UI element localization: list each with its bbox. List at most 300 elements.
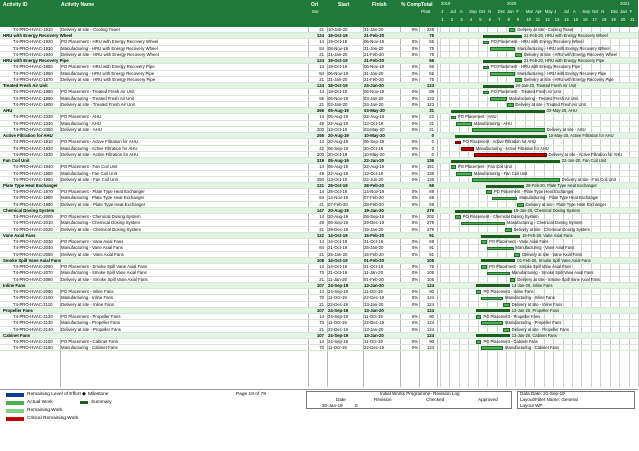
critical-activity-bar[interactable] <box>474 153 547 157</box>
summary-bar[interactable] <box>486 185 524 188</box>
revision-date-value: 30-Jan-19 <box>322 403 343 408</box>
total-float: 279 <box>426 207 434 213</box>
activity-id: T4-PRO-HVAC-2050 <box>13 251 53 257</box>
summary-bar[interactable] <box>483 35 522 38</box>
percent-complete: 0% <box>411 151 418 157</box>
activity-name: Manufacturing - Chemical Dosing System <box>61 220 141 226</box>
start-date: 14-Oct-19 <box>328 264 348 270</box>
start-date: 31-Oct-19 <box>328 245 348 251</box>
finish-date: 22-Jun-20 <box>364 158 385 164</box>
total-float: 124 <box>426 307 434 313</box>
percent-complete: 0% <box>411 239 418 245</box>
activity-id: T4-PRO-HVAC-1920 <box>13 145 53 151</box>
start-date: 22-Dec-19 <box>328 326 349 332</box>
start-date: 25-Jan-20 <box>328 251 348 257</box>
start-date: 11-Oct-19 <box>328 295 347 301</box>
period-number: 4 <box>469 17 473 22</box>
activity-bar[interactable] <box>503 328 510 332</box>
bar-label: 13-Jan-20, Inline Fans <box>511 282 553 288</box>
activity-id: T4-PRO-HVAC-2110 <box>13 301 53 307</box>
actual-work-swatch <box>6 401 24 405</box>
activity-bar[interactable] <box>483 91 489 95</box>
month-label: Dec <box>497 9 506 14</box>
activity-bar[interactable] <box>487 272 510 276</box>
bar-label: Delivery at site - Treated Fresh Air Unit <box>515 101 586 107</box>
percent-complete: 0% <box>411 345 418 351</box>
activity-bar[interactable] <box>481 321 503 325</box>
month-label: Dec <box>610 9 619 14</box>
total-float: 89 <box>429 89 434 95</box>
activity-name: Manufacturing - Fan Coil Unit <box>61 170 117 176</box>
activity-name: Delivery at site - Active Filtration for AHU <box>61 151 139 157</box>
total-float: 76 <box>429 264 434 270</box>
year-label: 2021 <box>620 1 630 6</box>
bar-label: Manufacturing - Active Filtration for AHU <box>475 145 549 151</box>
activity-row[interactable] <box>0 345 638 351</box>
finish-date: 21-Feb-20 <box>364 58 385 64</box>
col-header-orig-dur[interactable]: Orl <box>311 2 319 8</box>
bar-label: PO Placement - Inline Fans <box>483 289 534 295</box>
activity-name: PO Placement - HRU with Energy Recovery Pipe <box>61 64 155 70</box>
activity-bar[interactable] <box>451 165 456 169</box>
bar-label: PO Placement - Cabinet Fans <box>483 339 538 344</box>
col-header-float-sub: Float <box>421 9 431 14</box>
original-duration: 124 <box>316 83 324 89</box>
year-label: 2020 <box>507 1 517 6</box>
percent-complete: 0% <box>411 170 418 176</box>
activity-bar[interactable] <box>505 228 512 232</box>
original-duration: 124 <box>316 58 324 64</box>
total-float: 55 <box>429 39 434 45</box>
bar-label: Manufacturing - AHU <box>474 120 513 126</box>
activity-bar[interactable] <box>515 53 522 57</box>
finish-date: 29-Dec-19 <box>364 220 385 226</box>
activity-bar[interactable] <box>472 128 545 132</box>
activity-bar[interactable] <box>507 103 514 107</box>
activity-id: T4-PRO-HVAC-2140 <box>13 326 53 332</box>
activity-bar[interactable] <box>461 222 505 226</box>
original-duration: 14 <box>319 339 324 344</box>
activity-bar[interactable] <box>487 247 513 251</box>
activity-name: Manufacturing - Propeller Fans <box>61 320 120 326</box>
activity-id: T4-PRO-HVAC-1990 <box>13 201 53 207</box>
activity-bar[interactable] <box>476 340 482 344</box>
finish-date: 31-Jan-20 <box>364 70 384 76</box>
finish-date: 28-Feb-20 <box>364 183 385 188</box>
legend-summary: Summary <box>91 400 112 405</box>
period-number: 15 <box>573 17 579 22</box>
bar-label: Delivery at site - Chemical Dosing System <box>513 226 590 232</box>
original-duration: 21 <box>319 76 324 82</box>
original-duration: 124 <box>316 33 324 39</box>
month-label: Sep <box>469 9 477 14</box>
year-label: 2019 <box>441 1 451 6</box>
original-duration: 21 <box>319 201 324 207</box>
activity-bar[interactable] <box>509 28 516 32</box>
total-float: 91 <box>429 251 434 257</box>
original-duration: 49 <box>319 120 324 126</box>
original-duration: 84 <box>319 245 324 251</box>
start-date: 24-Sep-19 <box>328 332 349 338</box>
start-date: 22-Dec-19 <box>328 301 349 307</box>
activity-id: T4-PRO-HVAC-2000 <box>13 214 53 220</box>
percent-complete: 0% <box>411 326 418 332</box>
legend-remaining-work: Remaining Work <box>27 408 63 413</box>
total-float: 105 <box>426 257 434 263</box>
activity-name: PO Placement - Inline Fans <box>61 289 114 295</box>
start-date: 06-Nov-19 <box>328 95 349 101</box>
start-date: 31-Oct-19 <box>328 270 348 276</box>
month-label: A <box>459 9 463 14</box>
revision-col-checked: Checked <box>426 397 445 402</box>
col-header-activity-id[interactable]: Activity ID <box>3 2 28 8</box>
activity-id: T4-PRO-HVAC-1970 <box>13 189 53 195</box>
finish-date: 11-Jan-20 <box>364 270 384 276</box>
activity-name: Manufacturing - Cabinet Fans <box>61 345 118 351</box>
month-label: Jan <box>507 9 514 14</box>
start-date: 18-Oct-19 <box>328 89 348 95</box>
summary-bar[interactable] <box>481 259 515 262</box>
legend-critical-remaining: Critical Remaining Work <box>27 416 79 421</box>
original-duration: 21 <box>319 27 324 32</box>
start-date: 24-Sep-19 <box>328 289 349 295</box>
total-float: 124 <box>426 282 434 288</box>
wbs-name: HRU with Energy Recovery Wheel <box>3 33 73 39</box>
month-label: J <box>554 9 557 14</box>
page-number: Page 18 of 79 <box>236 392 266 397</box>
percent-complete: 0% <box>411 314 418 320</box>
original-duration: 122 <box>316 232 324 238</box>
total-float: 124 <box>426 332 434 338</box>
bar-label: PO Placement - Propeller Fans <box>483 314 541 320</box>
original-duration: 49 <box>319 220 324 226</box>
col-header-finish[interactable]: Finish <box>372 2 387 8</box>
activity-id: T4-PRO-HVAC-2040 <box>13 245 53 251</box>
month-label: Jul <box>563 9 569 14</box>
month-label: Oct <box>591 9 599 14</box>
activity-name: Delivery at site - Vane Axial Fans <box>61 251 124 257</box>
activity-id: T4-PRO-HVAC-2160 <box>13 345 53 351</box>
activity-bar[interactable] <box>490 72 515 76</box>
total-float: 31 <box>429 120 434 126</box>
activity-name: Manufacturing - Vane Axial Fans <box>61 245 123 251</box>
bar-label: Manufacturing - Chemical Dosing System <box>507 220 583 226</box>
critical-activity-bar[interactable] <box>455 141 461 145</box>
month-label: Sep <box>582 9 590 14</box>
percent-complete: 0% <box>411 145 418 151</box>
activity-id: T4-PRO-HVAC-2130 <box>13 320 53 326</box>
activity-name: Manufacturing - Active Filtration for AHU <box>61 145 138 151</box>
summary-bar[interactable] <box>476 334 510 337</box>
original-duration: 14 <box>319 139 324 145</box>
activity-name: Delivery at site - Fan Coil Unit <box>61 176 118 182</box>
period-number: 2 <box>450 17 454 22</box>
bar-label: Delivery at site - HRU with Energy Recovery Pipe <box>524 76 614 82</box>
period-number: 20 <box>620 17 626 22</box>
finish-date: 31-Jan-20 <box>364 45 384 51</box>
total-float: 123 <box>426 83 434 89</box>
activity-bar[interactable] <box>481 346 503 350</box>
period-number: 21 <box>630 17 635 22</box>
finish-date: 22-Dec-19 <box>364 320 385 326</box>
activity-id: T4-PRO-HVAC-1980 <box>13 195 53 201</box>
original-duration: 200 <box>316 151 324 157</box>
bar-label: Manufacturing - HRU with Energy Recovery Wheel <box>517 45 610 51</box>
original-duration: 70 <box>319 320 324 326</box>
start-date: 22-Aug-19 <box>328 120 349 126</box>
summary-bar[interactable] <box>476 309 510 312</box>
finish-date: 28-Feb-20 <box>364 201 384 207</box>
col-header-pct[interactable]: % Comp <box>401 2 421 8</box>
legend-footer <box>0 389 638 451</box>
layout-filter-name: Layout/Filter Name: General <box>520 397 578 402</box>
start-date: 28-Oct-19 <box>328 189 348 195</box>
total-float: 105 <box>426 270 434 276</box>
activity-bar[interactable] <box>490 97 507 101</box>
summary-bar[interactable] <box>481 235 520 238</box>
finish-date: 01-Feb-20 <box>364 257 385 263</box>
activity-bar[interactable] <box>486 190 492 194</box>
finish-date: 13-Jan-20 <box>364 307 384 313</box>
start-date: 14-Oct-19 <box>328 257 348 263</box>
finish-date: 22-Jun-20 <box>364 176 384 182</box>
percent-complete: 0% <box>411 101 418 107</box>
original-duration: 14 <box>319 214 324 220</box>
activity-bar[interactable] <box>481 240 487 244</box>
percent-complete: 0% <box>411 45 418 51</box>
summary-bar[interactable] <box>455 210 512 213</box>
finish-date: 03-Jan-20 <box>364 95 384 101</box>
bar-label: Manufacturing - Smoke Spill Vane Axial Fans <box>511 270 594 276</box>
activity-name: PO Placement - Smoke Spill Vane Axial Fans <box>61 264 148 270</box>
start-date: 11-Oct-19 <box>328 320 347 326</box>
gantt-header <box>0 0 638 27</box>
percent-complete: 0% <box>411 51 418 57</box>
revision-col-date: Date <box>336 397 346 402</box>
original-duration: 14 <box>319 189 324 195</box>
total-float: 279 <box>426 220 434 226</box>
total-float: 105 <box>426 276 434 282</box>
activity-bar[interactable] <box>481 265 487 269</box>
total-float: 91 <box>429 245 434 251</box>
total-float: 124 <box>426 295 434 301</box>
activity-name: Delivery at site - HRU with Energy Recovery Wheel <box>61 51 159 57</box>
percent-complete: 0% <box>411 339 418 344</box>
month-label: May <box>544 9 553 14</box>
activity-bar[interactable] <box>481 297 503 301</box>
activity-name: Delivery at site - Propeller Fans <box>61 326 121 332</box>
percent-complete: 0% <box>411 251 418 257</box>
original-duration: 21 <box>319 276 324 282</box>
activity-name: Delivery at site - Treated Fresh Air Unit <box>61 101 135 107</box>
activity-bar[interactable] <box>451 116 456 120</box>
month-label: Oct <box>478 9 486 14</box>
summary-bar[interactable] <box>476 284 510 287</box>
original-duration: 21 <box>319 301 324 307</box>
original-duration: 21 <box>319 101 324 107</box>
finish-date: 06-Sep-19 <box>364 139 385 145</box>
period-number: 5 <box>479 17 482 22</box>
percent-complete: 0% <box>411 320 418 326</box>
activity-bar[interactable] <box>515 78 522 82</box>
month-label: N <box>601 9 605 14</box>
activity-bar[interactable] <box>483 66 489 70</box>
percent-complete: 0% <box>411 27 418 32</box>
activity-id: T4-PRO-HVAC-2120 <box>13 314 53 320</box>
activity-bar[interactable] <box>456 122 472 126</box>
period-number: 12 <box>545 17 550 22</box>
start-date: 13-Oct-19 <box>328 126 348 132</box>
revision-log-title: Initial Works Programme- Revision Log <box>380 391 460 396</box>
bar-label: Delivery at site - Vane Axial Fans <box>522 251 582 257</box>
activity-id: T4-PRO-HVAC-2060 <box>13 264 53 270</box>
finish-date: 24-Jan-20 <box>364 101 384 107</box>
start-date: 20-Aug-19 <box>328 133 349 139</box>
bar-label: 13-Jan-20, Propeller Fans <box>511 307 560 313</box>
col-header-activity-name[interactable]: Activity Name <box>61 2 95 8</box>
activity-name: Manufacturing - AHU <box>61 120 101 126</box>
start-date: 22-Aug-19 <box>328 170 349 176</box>
original-duration: 107 <box>316 332 324 338</box>
percent-complete: 0% <box>411 176 418 182</box>
original-duration: 70 <box>319 295 324 301</box>
finish-date: 31-Oct-19 <box>364 239 384 245</box>
original-duration: 14 <box>319 239 324 245</box>
total-float: 75 <box>429 45 434 51</box>
bar-label: PO Placement - HRU with Energy Recovery Wheel <box>491 39 584 45</box>
bar-label: Delivery at site - Propeller Fans <box>511 326 569 332</box>
total-float: 56 <box>429 64 434 70</box>
percent-complete: 0% <box>411 114 418 120</box>
activity-name: Manufacturing - Treated Fresh Air Unit <box>61 95 134 101</box>
activity-bar[interactable] <box>492 197 517 201</box>
bar-label: PO Placement - Treated Fresh Air Unit <box>491 89 561 95</box>
col-header-dur-sub: Dur <box>312 9 319 14</box>
summary-bar[interactable] <box>451 110 544 113</box>
activity-bar[interactable] <box>503 303 510 307</box>
percent-complete: 0% <box>411 276 418 282</box>
original-duration: 84 <box>319 195 324 201</box>
col-header-total-float[interactable]: Total <box>421 2 433 8</box>
month-label: F <box>516 9 519 14</box>
original-duration: 21 <box>319 51 324 57</box>
revision-col-revision: Revision <box>374 397 392 402</box>
bar-label: PO Placement - HRU with Energy Recovery Pipe <box>491 64 581 70</box>
start-date: 24-Sep-19 <box>328 339 349 344</box>
finish-date: 11-Oct-19 <box>364 289 383 295</box>
wbs-name: Treated Fresh Air Unit <box>3 83 48 89</box>
period-number: 10 <box>526 17 532 22</box>
total-float: 136 <box>426 158 434 164</box>
finish-date: 22-Dec-19 <box>364 345 385 351</box>
activity-bar[interactable] <box>456 172 472 176</box>
original-duration: 121 <box>316 183 324 188</box>
finish-date: 07-Feb-20 <box>364 195 384 201</box>
original-duration: 255 <box>316 133 324 139</box>
bar-label: PO Placement - Smoke Spill Vane Axial Fans <box>489 264 572 270</box>
activity-bar[interactable] <box>483 41 489 45</box>
critical-work-swatch <box>6 417 24 421</box>
activity-bar[interactable] <box>455 215 461 219</box>
start-date: 24-Sep-19 <box>328 282 349 288</box>
period-number: 14 <box>564 17 569 22</box>
finish-date: 06-Sep-19 <box>364 214 385 220</box>
activity-bar[interactable] <box>476 290 482 294</box>
bar-label: Manufacturing - Fan Coil Unit <box>474 170 528 176</box>
start-date: 20-Aug-19 <box>328 139 349 145</box>
wbs-name: Cabinet Fans <box>3 332 30 338</box>
original-duration: 14 <box>319 114 324 120</box>
revision-col-approved: Approved <box>478 397 498 402</box>
activity-bar[interactable] <box>472 178 560 182</box>
total-float: 90 <box>429 339 434 344</box>
start-date: 20-Aug-19 <box>328 207 349 213</box>
finish-date: 31-Oct-19 <box>364 264 384 270</box>
finish-date: 06-Nov-19 <box>364 89 385 95</box>
start-date: 05-Aug-19 <box>328 164 349 170</box>
total-float: 69 <box>429 239 434 245</box>
activity-bar[interactable] <box>476 315 482 319</box>
original-duration: 250 <box>316 176 324 182</box>
percent-complete: 0% <box>411 301 418 307</box>
legend-milestone: Milestone <box>88 392 109 397</box>
original-duration: 70 <box>319 345 324 351</box>
summary-bar[interactable] <box>483 85 513 88</box>
summary-bar[interactable] <box>483 60 522 63</box>
finish-date: 11-Oct-19 <box>364 339 383 344</box>
wbs-name: AHU <box>3 108 13 114</box>
original-duration: 108 <box>316 257 324 263</box>
activity-name: PO Placement - Treated Fresh Air Unit <box>61 89 135 95</box>
activity-id: T4-PRO-HVAC-2080 <box>13 276 53 282</box>
activity-id: T4-PRO-HVAC-1950 <box>13 170 53 176</box>
summary-bar[interactable] <box>451 160 559 163</box>
start-date: 19-Oct-19 <box>328 33 348 39</box>
bar-label: 21-Feb-20, HRU with Energy Recovery Wheel <box>524 33 608 39</box>
finish-date: 21-Feb-20 <box>364 76 384 82</box>
activity-name: PO Placement - Fan Coil Unit <box>61 164 118 170</box>
original-duration: 266 <box>316 108 324 114</box>
activity-bar[interactable] <box>510 278 516 282</box>
percent-complete: 0% <box>411 220 418 226</box>
start-date: 10-Jan-20 <box>328 27 348 32</box>
activity-bar[interactable] <box>514 253 521 257</box>
bar-label: Manufacturing - Cabinet Fans <box>505 345 560 351</box>
start-date: 14-Nov-19 <box>328 195 349 201</box>
activity-bar[interactable] <box>517 203 524 207</box>
period-number: 18 <box>601 17 607 22</box>
bar-label: 24-Jan-20, Treated Fresh Air Unit <box>515 83 577 89</box>
activity-name: Manufacturing - Plate Type Heat Exchanger <box>61 195 145 201</box>
activity-name: Manufacturing - Inline Fans <box>61 295 114 301</box>
start-date: 11-Jan-20 <box>328 276 348 282</box>
original-duration: 49 <box>319 170 324 176</box>
summary-bar[interactable] <box>455 135 546 138</box>
bar-label: PO Placement - Plate Type Heat Exchanger <box>493 189 574 195</box>
bar-label: 22-Jun-20, Fan Coil Unit <box>561 158 607 164</box>
total-float: 31 <box>429 108 434 114</box>
activity-bar[interactable] <box>490 47 515 51</box>
bar-label: 15-Feb-20, Vane Axial Fans <box>522 232 573 238</box>
critical-activity-bar[interactable] <box>461 147 474 151</box>
period-number: 3 <box>460 17 463 22</box>
col-header-start[interactable]: Start <box>338 2 350 8</box>
start-date: 11-Oct-19 <box>328 345 347 351</box>
activity-name: Manufacturing - HRU with Energy Recovery Wheel <box>61 45 158 51</box>
month-label: F <box>629 9 633 14</box>
original-duration: 14 <box>319 289 324 295</box>
bar-label: Manufacturing - Inline Fans <box>505 295 555 301</box>
